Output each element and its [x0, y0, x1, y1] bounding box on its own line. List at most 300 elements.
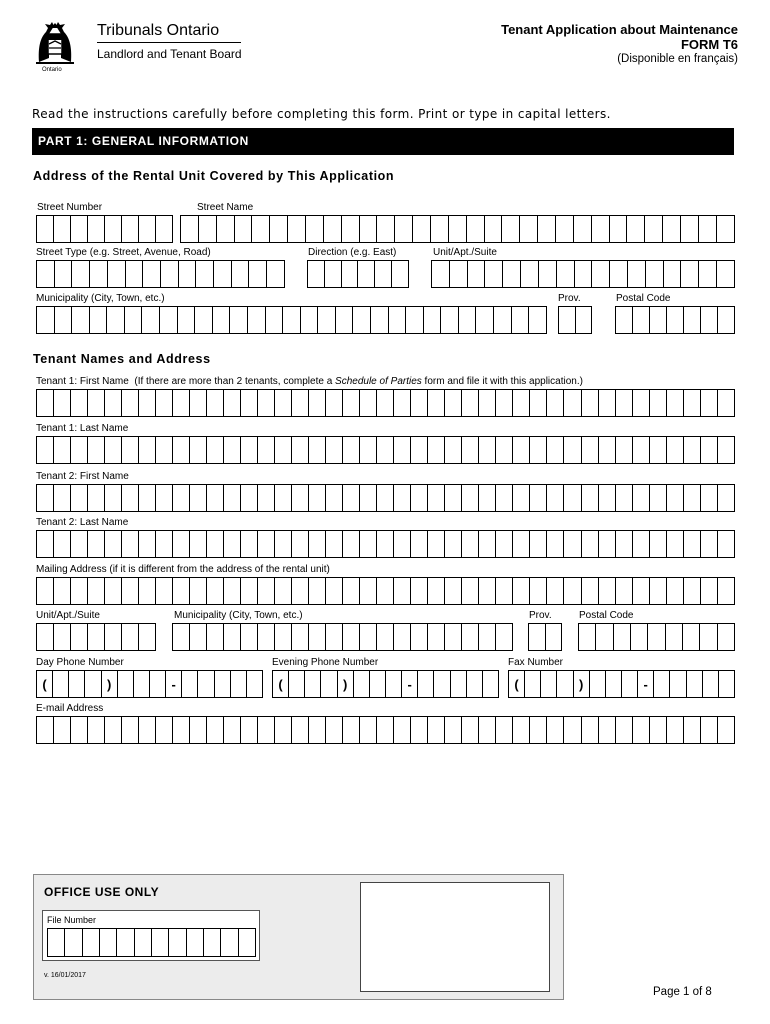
character-cell[interactable] — [503, 261, 521, 287]
character-cell[interactable] — [190, 485, 207, 511]
character-cell[interactable] — [406, 307, 424, 333]
character-cell[interactable] — [445, 578, 462, 604]
character-cell[interactable] — [105, 485, 122, 511]
character-cell[interactable] — [556, 216, 574, 242]
tenant-municipality-field[interactable] — [172, 623, 513, 651]
character-cell[interactable] — [54, 437, 71, 463]
character-cell[interactable] — [451, 671, 467, 697]
character-cell[interactable] — [224, 485, 241, 511]
character-cell[interactable] — [275, 390, 292, 416]
character-cell[interactable] — [275, 485, 292, 511]
character-cell[interactable] — [190, 578, 207, 604]
character-cell[interactable] — [582, 531, 599, 557]
character-cell[interactable] — [394, 624, 411, 650]
character-cell[interactable] — [54, 390, 71, 416]
character-cell[interactable] — [53, 671, 69, 697]
character-cell[interactable] — [459, 307, 477, 333]
character-cell[interactable] — [428, 437, 445, 463]
character-cell[interactable] — [354, 671, 370, 697]
character-cell[interactable] — [324, 216, 342, 242]
character-cell[interactable] — [377, 717, 394, 743]
character-cell[interactable] — [292, 485, 309, 511]
character-cell[interactable] — [700, 624, 717, 650]
character-cell[interactable] — [160, 307, 178, 333]
character-cell[interactable] — [557, 261, 575, 287]
character-cell[interactable] — [69, 671, 85, 697]
character-cell[interactable] — [377, 578, 394, 604]
character-cell[interactable] — [530, 531, 547, 557]
character-cell[interactable] — [529, 624, 546, 650]
character-cell[interactable] — [428, 624, 445, 650]
character-cell[interactable] — [411, 578, 428, 604]
character-cell[interactable] — [599, 390, 616, 416]
character-cell[interactable] — [195, 307, 213, 333]
character-cell[interactable] — [441, 307, 459, 333]
character-cell[interactable] — [445, 390, 462, 416]
character-cell[interactable] — [71, 531, 88, 557]
character-cell[interactable] — [292, 717, 309, 743]
character-cell[interactable] — [55, 261, 73, 287]
character-cell[interactable] — [449, 216, 467, 242]
character-cell[interactable] — [718, 717, 735, 743]
character-cell[interactable] — [610, 216, 628, 242]
character-cell[interactable] — [529, 307, 547, 333]
character-cell[interactable] — [190, 437, 207, 463]
character-cell[interactable] — [360, 578, 377, 604]
character-cell[interactable] — [547, 390, 564, 416]
character-cell[interactable] — [599, 437, 616, 463]
character-cell[interactable] — [616, 717, 633, 743]
prov-field[interactable] — [558, 306, 592, 334]
character-cell[interactable] — [718, 307, 735, 333]
character-cell[interactable] — [582, 485, 599, 511]
character-cell[interactable] — [667, 390, 684, 416]
character-cell[interactable] — [150, 671, 166, 697]
character-cell[interactable] — [239, 929, 256, 956]
character-cell[interactable] — [258, 390, 275, 416]
character-cell[interactable] — [479, 578, 496, 604]
character-cell[interactable] — [599, 531, 616, 557]
character-cell[interactable] — [241, 717, 258, 743]
character-cell[interactable] — [530, 578, 547, 604]
character-cell[interactable] — [288, 216, 306, 242]
character-cell[interactable] — [37, 216, 54, 242]
character-cell[interactable] — [230, 307, 248, 333]
character-cell[interactable] — [428, 531, 445, 557]
character-cell[interactable] — [139, 717, 156, 743]
character-cell[interactable] — [143, 261, 161, 287]
character-cell[interactable] — [118, 671, 134, 697]
character-cell[interactable] — [156, 717, 173, 743]
character-cell[interactable] — [135, 929, 152, 956]
character-cell[interactable] — [224, 531, 241, 557]
character-cell[interactable] — [450, 261, 468, 287]
character-cell[interactable] — [684, 531, 701, 557]
character-cell[interactable] — [496, 485, 513, 511]
character-cell[interactable] — [701, 485, 718, 511]
character-cell[interactable] — [224, 390, 241, 416]
character-cell[interactable] — [343, 717, 360, 743]
character-cell[interactable] — [37, 307, 55, 333]
character-cell[interactable] — [122, 485, 139, 511]
character-cell[interactable] — [633, 531, 650, 557]
character-cell[interactable] — [579, 624, 596, 650]
character-cell[interactable] — [54, 216, 71, 242]
character-cell[interactable] — [343, 578, 360, 604]
character-cell[interactable] — [467, 216, 485, 242]
character-cell[interactable] — [610, 261, 628, 287]
character-cell[interactable] — [105, 437, 122, 463]
character-cell[interactable] — [699, 216, 717, 242]
character-cell[interactable] — [275, 531, 292, 557]
character-cell[interactable] — [292, 531, 309, 557]
character-cell[interactable] — [389, 307, 407, 333]
character-cell[interactable] — [394, 485, 411, 511]
character-cell[interactable] — [718, 485, 735, 511]
character-cell[interactable] — [190, 717, 207, 743]
character-cell[interactable] — [394, 437, 411, 463]
character-cell[interactable] — [719, 671, 735, 697]
character-cell[interactable] — [258, 437, 275, 463]
character-cell[interactable] — [582, 390, 599, 416]
character-cell[interactable] — [684, 578, 701, 604]
tenant-postal-code-field[interactable] — [578, 623, 735, 651]
character-cell[interactable] — [173, 717, 190, 743]
character-cell[interactable] — [343, 390, 360, 416]
character-cell[interactable] — [599, 485, 616, 511]
character-cell[interactable] — [599, 578, 616, 604]
file-number-field[interactable] — [47, 928, 256, 957]
character-cell[interactable] — [105, 531, 122, 557]
character-cell[interactable] — [360, 717, 377, 743]
character-cell[interactable] — [108, 261, 126, 287]
character-cell[interactable] — [252, 216, 270, 242]
character-cell[interactable] — [521, 261, 539, 287]
character-cell[interactable] — [207, 578, 224, 604]
dash-cell[interactable]: - — [638, 671, 654, 697]
character-cell[interactable] — [289, 671, 305, 697]
character-cell[interactable] — [343, 485, 360, 511]
character-cell[interactable] — [462, 578, 479, 604]
character-cell[interactable] — [126, 261, 144, 287]
character-cell[interactable] — [325, 261, 342, 287]
character-cell[interactable] — [207, 531, 224, 557]
character-cell[interactable] — [258, 578, 275, 604]
character-cell[interactable] — [627, 216, 645, 242]
character-cell[interactable] — [633, 307, 650, 333]
street-number-field[interactable] — [36, 215, 173, 243]
character-cell[interactable] — [152, 929, 169, 956]
day-phone-field[interactable] — [36, 670, 263, 698]
character-cell[interactable] — [156, 531, 173, 557]
character-cell[interactable] — [411, 717, 428, 743]
character-cell[interactable] — [530, 717, 547, 743]
character-cell[interactable] — [275, 624, 292, 650]
character-cell[interactable] — [241, 578, 258, 604]
character-cell[interactable] — [683, 624, 700, 650]
character-cell[interactable] — [485, 261, 503, 287]
character-cell[interactable] — [217, 216, 235, 242]
character-cell[interactable] — [54, 485, 71, 511]
character-cell[interactable] — [628, 261, 646, 287]
character-cell[interactable] — [718, 437, 735, 463]
character-cell[interactable] — [353, 307, 371, 333]
character-cell[interactable] — [173, 437, 190, 463]
character-cell[interactable] — [122, 216, 139, 242]
character-cell[interactable] — [142, 307, 160, 333]
tenant2-first-name-field[interactable] — [36, 484, 735, 512]
character-cell[interactable] — [576, 307, 593, 333]
character-cell[interactable] — [187, 929, 204, 956]
character-cell[interactable] — [173, 390, 190, 416]
character-cell[interactable] — [411, 531, 428, 557]
character-cell[interactable] — [428, 390, 445, 416]
character-cell[interactable] — [207, 485, 224, 511]
character-cell[interactable] — [428, 717, 445, 743]
character-cell[interactable] — [377, 216, 395, 242]
character-cell[interactable] — [541, 671, 557, 697]
character-cell[interactable] — [513, 531, 530, 557]
character-cell[interactable] — [476, 307, 494, 333]
character-cell[interactable] — [530, 437, 547, 463]
character-cell[interactable] — [232, 261, 250, 287]
character-cell[interactable] — [664, 261, 682, 287]
character-cell[interactable] — [539, 261, 557, 287]
character-cell[interactable] — [650, 578, 667, 604]
character-cell[interactable] — [88, 437, 105, 463]
character-cell[interactable] — [701, 717, 718, 743]
character-cell[interactable] — [377, 485, 394, 511]
close-paren-cell[interactable]: ) — [102, 671, 118, 697]
character-cell[interactable] — [431, 216, 449, 242]
character-cell[interactable] — [100, 929, 117, 956]
character-cell[interactable] — [666, 624, 683, 650]
character-cell[interactable] — [574, 216, 592, 242]
open-paren-cell[interactable]: ( — [509, 671, 525, 697]
character-cell[interactable] — [479, 437, 496, 463]
character-cell[interactable] — [72, 261, 90, 287]
character-cell[interactable] — [360, 216, 378, 242]
character-cell[interactable] — [342, 216, 360, 242]
character-cell[interactable] — [105, 717, 122, 743]
character-cell[interactable] — [139, 216, 156, 242]
character-cell[interactable] — [173, 578, 190, 604]
character-cell[interactable] — [530, 390, 547, 416]
character-cell[interactable] — [616, 485, 633, 511]
character-cell[interactable] — [72, 307, 90, 333]
character-cell[interactable] — [547, 485, 564, 511]
character-cell[interactable] — [207, 624, 224, 650]
character-cell[interactable] — [247, 671, 263, 697]
character-cell[interactable] — [326, 437, 343, 463]
character-cell[interactable] — [418, 671, 434, 697]
character-cell[interactable] — [394, 717, 411, 743]
character-cell[interactable] — [592, 261, 610, 287]
character-cell[interactable] — [321, 671, 337, 697]
character-cell[interactable] — [224, 578, 241, 604]
character-cell[interactable] — [309, 390, 326, 416]
character-cell[interactable] — [667, 307, 684, 333]
tenant1-first-name-field[interactable] — [36, 389, 735, 417]
character-cell[interactable] — [538, 216, 556, 242]
character-cell[interactable] — [462, 485, 479, 511]
character-cell[interactable] — [564, 485, 581, 511]
character-cell[interactable] — [701, 531, 718, 557]
character-cell[interactable] — [139, 531, 156, 557]
character-cell[interactable] — [663, 216, 681, 242]
character-cell[interactable] — [169, 929, 186, 956]
character-cell[interactable] — [65, 929, 82, 956]
character-cell[interactable] — [667, 717, 684, 743]
character-cell[interactable] — [258, 624, 275, 650]
character-cell[interactable] — [190, 531, 207, 557]
character-cell[interactable] — [241, 624, 258, 650]
character-cell[interactable] — [190, 624, 207, 650]
character-cell[interactable] — [650, 531, 667, 557]
character-cell[interactable] — [37, 531, 54, 557]
evening-phone-field[interactable] — [272, 670, 499, 698]
character-cell[interactable] — [139, 437, 156, 463]
character-cell[interactable] — [258, 531, 275, 557]
direction-field[interactable] — [307, 260, 409, 288]
character-cell[interactable] — [718, 624, 735, 650]
character-cell[interactable] — [375, 261, 392, 287]
dash-cell[interactable]: - — [166, 671, 182, 697]
character-cell[interactable] — [88, 216, 105, 242]
character-cell[interactable] — [667, 485, 684, 511]
character-cell[interactable] — [214, 261, 232, 287]
character-cell[interactable] — [122, 578, 139, 604]
character-cell[interactable] — [377, 437, 394, 463]
character-cell[interactable] — [496, 437, 513, 463]
character-cell[interactable] — [394, 531, 411, 557]
character-cell[interactable] — [336, 307, 354, 333]
character-cell[interactable] — [105, 390, 122, 416]
character-cell[interactable] — [717, 261, 735, 287]
character-cell[interactable] — [305, 671, 321, 697]
character-cell[interactable] — [190, 390, 207, 416]
character-cell[interactable] — [599, 717, 616, 743]
character-cell[interactable] — [182, 671, 198, 697]
character-cell[interactable] — [107, 307, 125, 333]
character-cell[interactable] — [292, 624, 309, 650]
character-cell[interactable] — [701, 437, 718, 463]
character-cell[interactable] — [633, 390, 650, 416]
character-cell[interactable] — [139, 578, 156, 604]
character-cell[interactable] — [575, 261, 593, 287]
character-cell[interactable] — [275, 578, 292, 604]
character-cell[interactable] — [701, 390, 718, 416]
character-cell[interactable] — [326, 531, 343, 557]
character-cell[interactable] — [547, 437, 564, 463]
character-cell[interactable] — [360, 531, 377, 557]
character-cell[interactable] — [122, 531, 139, 557]
character-cell[interactable] — [37, 485, 54, 511]
character-cell[interactable] — [428, 578, 445, 604]
character-cell[interactable] — [318, 307, 336, 333]
character-cell[interactable] — [207, 717, 224, 743]
character-cell[interactable] — [520, 216, 538, 242]
character-cell[interactable] — [156, 216, 173, 242]
tenant1-last-name-field[interactable] — [36, 436, 735, 464]
character-cell[interactable] — [88, 390, 105, 416]
close-paren-cell[interactable]: ) — [574, 671, 590, 697]
character-cell[interactable] — [306, 216, 324, 242]
character-cell[interactable] — [309, 717, 326, 743]
character-cell[interactable] — [462, 531, 479, 557]
character-cell[interactable] — [48, 929, 65, 956]
open-paren-cell[interactable]: ( — [273, 671, 289, 697]
character-cell[interactable] — [156, 485, 173, 511]
character-cell[interactable] — [684, 437, 701, 463]
character-cell[interactable] — [424, 307, 442, 333]
character-cell[interactable] — [275, 437, 292, 463]
tenant-prov-field[interactable] — [528, 623, 562, 651]
character-cell[interactable] — [684, 717, 701, 743]
character-cell[interactable] — [614, 624, 631, 650]
character-cell[interactable] — [596, 624, 613, 650]
character-cell[interactable] — [513, 717, 530, 743]
character-cell[interactable] — [326, 624, 343, 650]
character-cell[interactable] — [235, 216, 253, 242]
character-cell[interactable] — [496, 717, 513, 743]
character-cell[interactable] — [592, 216, 610, 242]
character-cell[interactable] — [213, 307, 231, 333]
character-cell[interactable] — [496, 390, 513, 416]
character-cell[interactable] — [564, 531, 581, 557]
character-cell[interactable] — [513, 485, 530, 511]
character-cell[interactable] — [90, 307, 108, 333]
character-cell[interactable] — [650, 485, 667, 511]
character-cell[interactable] — [699, 261, 717, 287]
character-cell[interactable] — [301, 307, 319, 333]
character-cell[interactable] — [512, 307, 530, 333]
character-cell[interactable] — [258, 485, 275, 511]
character-cell[interactable] — [557, 671, 573, 697]
character-cell[interactable] — [377, 624, 394, 650]
character-cell[interactable] — [231, 671, 247, 697]
character-cell[interactable] — [513, 578, 530, 604]
character-cell[interactable] — [547, 578, 564, 604]
character-cell[interactable] — [525, 671, 541, 697]
character-cell[interactable] — [221, 929, 238, 956]
character-cell[interactable] — [701, 307, 718, 333]
character-cell[interactable] — [360, 485, 377, 511]
character-cell[interactable] — [117, 929, 134, 956]
character-cell[interactable] — [196, 261, 214, 287]
character-cell[interactable] — [309, 531, 326, 557]
character-cell[interactable] — [462, 624, 479, 650]
open-paren-cell[interactable]: ( — [37, 671, 53, 697]
street-name-field[interactable] — [180, 215, 735, 243]
character-cell[interactable] — [173, 531, 190, 557]
character-cell[interactable] — [139, 485, 156, 511]
character-cell[interactable] — [394, 578, 411, 604]
character-cell[interactable] — [564, 437, 581, 463]
character-cell[interactable] — [650, 717, 667, 743]
character-cell[interactable] — [83, 929, 100, 956]
character-cell[interactable] — [173, 624, 190, 650]
character-cell[interactable] — [122, 624, 139, 650]
character-cell[interactable] — [37, 578, 54, 604]
character-cell[interactable] — [224, 624, 241, 650]
character-cell[interactable] — [513, 437, 530, 463]
close-paren-cell[interactable]: ) — [338, 671, 354, 697]
tenant2-last-name-field[interactable] — [36, 530, 735, 558]
character-cell[interactable] — [718, 578, 735, 604]
character-cell[interactable] — [670, 671, 686, 697]
character-cell[interactable] — [156, 390, 173, 416]
